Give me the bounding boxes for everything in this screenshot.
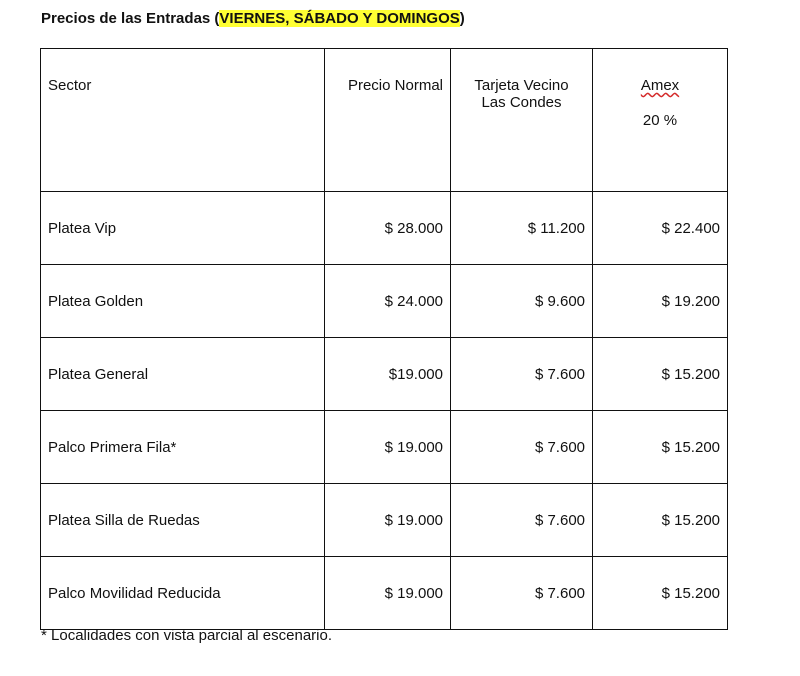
- cell-precio-normal: $ 28.000: [325, 192, 451, 265]
- cell-precio-normal: $ 19.000: [325, 484, 451, 557]
- cell-sector: Palco Primera Fila*: [41, 411, 325, 484]
- cell-sector: Platea Vip: [41, 192, 325, 265]
- cell-amex: $ 19.200: [593, 265, 728, 338]
- cell-amex: $ 15.200: [593, 484, 728, 557]
- title-highlight: VIERNES, SÁBADO Y DOMINGOS: [219, 10, 460, 27]
- title-prefix: Precios de las Entradas (: [41, 10, 220, 27]
- cell-tarjeta-vecino: $ 7.600: [451, 338, 593, 411]
- header-sector: Sector: [41, 49, 325, 192]
- table-row: [41, 557, 728, 630]
- cell-tarjeta-vecino: $ 7.600: [451, 411, 593, 484]
- footnote: * Localidades con vista parcial al escenario.: [41, 627, 332, 644]
- table-row: [41, 411, 728, 484]
- cell-precio-normal: $ 19.000: [325, 557, 451, 630]
- cell-precio-normal: $ 24.000: [325, 265, 451, 338]
- cell-precio-normal: $19.000: [325, 338, 451, 411]
- cell-amex: $ 15.200: [593, 557, 728, 630]
- cell-precio-normal: $ 19.000: [325, 411, 451, 484]
- header-amex-discount: 20 %: [642, 112, 678, 129]
- document-title: [41, 10, 465, 27]
- cell-tarjeta-vecino: $ 11.200: [451, 192, 593, 265]
- cell-sector: Palco Movilidad Reducida: [41, 557, 325, 630]
- cell-amex: $ 15.200: [593, 411, 728, 484]
- header-tarjeta-vecino-line2: Las Condes: [481, 94, 562, 111]
- title-suffix: ): [459, 10, 465, 27]
- table-row: [41, 484, 728, 557]
- cell-amex: $ 22.400: [593, 192, 728, 265]
- cell-sector: Platea Golden: [41, 265, 325, 338]
- table-row: [41, 192, 728, 265]
- price-table: [40, 48, 728, 630]
- cell-sector: Platea Silla de Ruedas: [41, 484, 325, 557]
- cell-tarjeta-vecino: $ 7.600: [451, 557, 593, 630]
- cell-tarjeta-vecino: $ 7.600: [451, 484, 593, 557]
- table-row: [41, 265, 728, 338]
- table-header-row: [41, 49, 728, 192]
- header-precio-normal: Precio Normal: [325, 49, 451, 192]
- header-amex-name: Amex: [640, 77, 680, 94]
- header-tarjeta-vecino: [451, 49, 593, 192]
- cell-sector: Platea General: [41, 338, 325, 411]
- header-tarjeta-vecino-line1: Tarjeta Vecino: [474, 77, 569, 94]
- table-row: [41, 338, 728, 411]
- cell-amex: $ 15.200: [593, 338, 728, 411]
- cell-tarjeta-vecino: $ 9.600: [451, 265, 593, 338]
- header-amex: [593, 49, 728, 192]
